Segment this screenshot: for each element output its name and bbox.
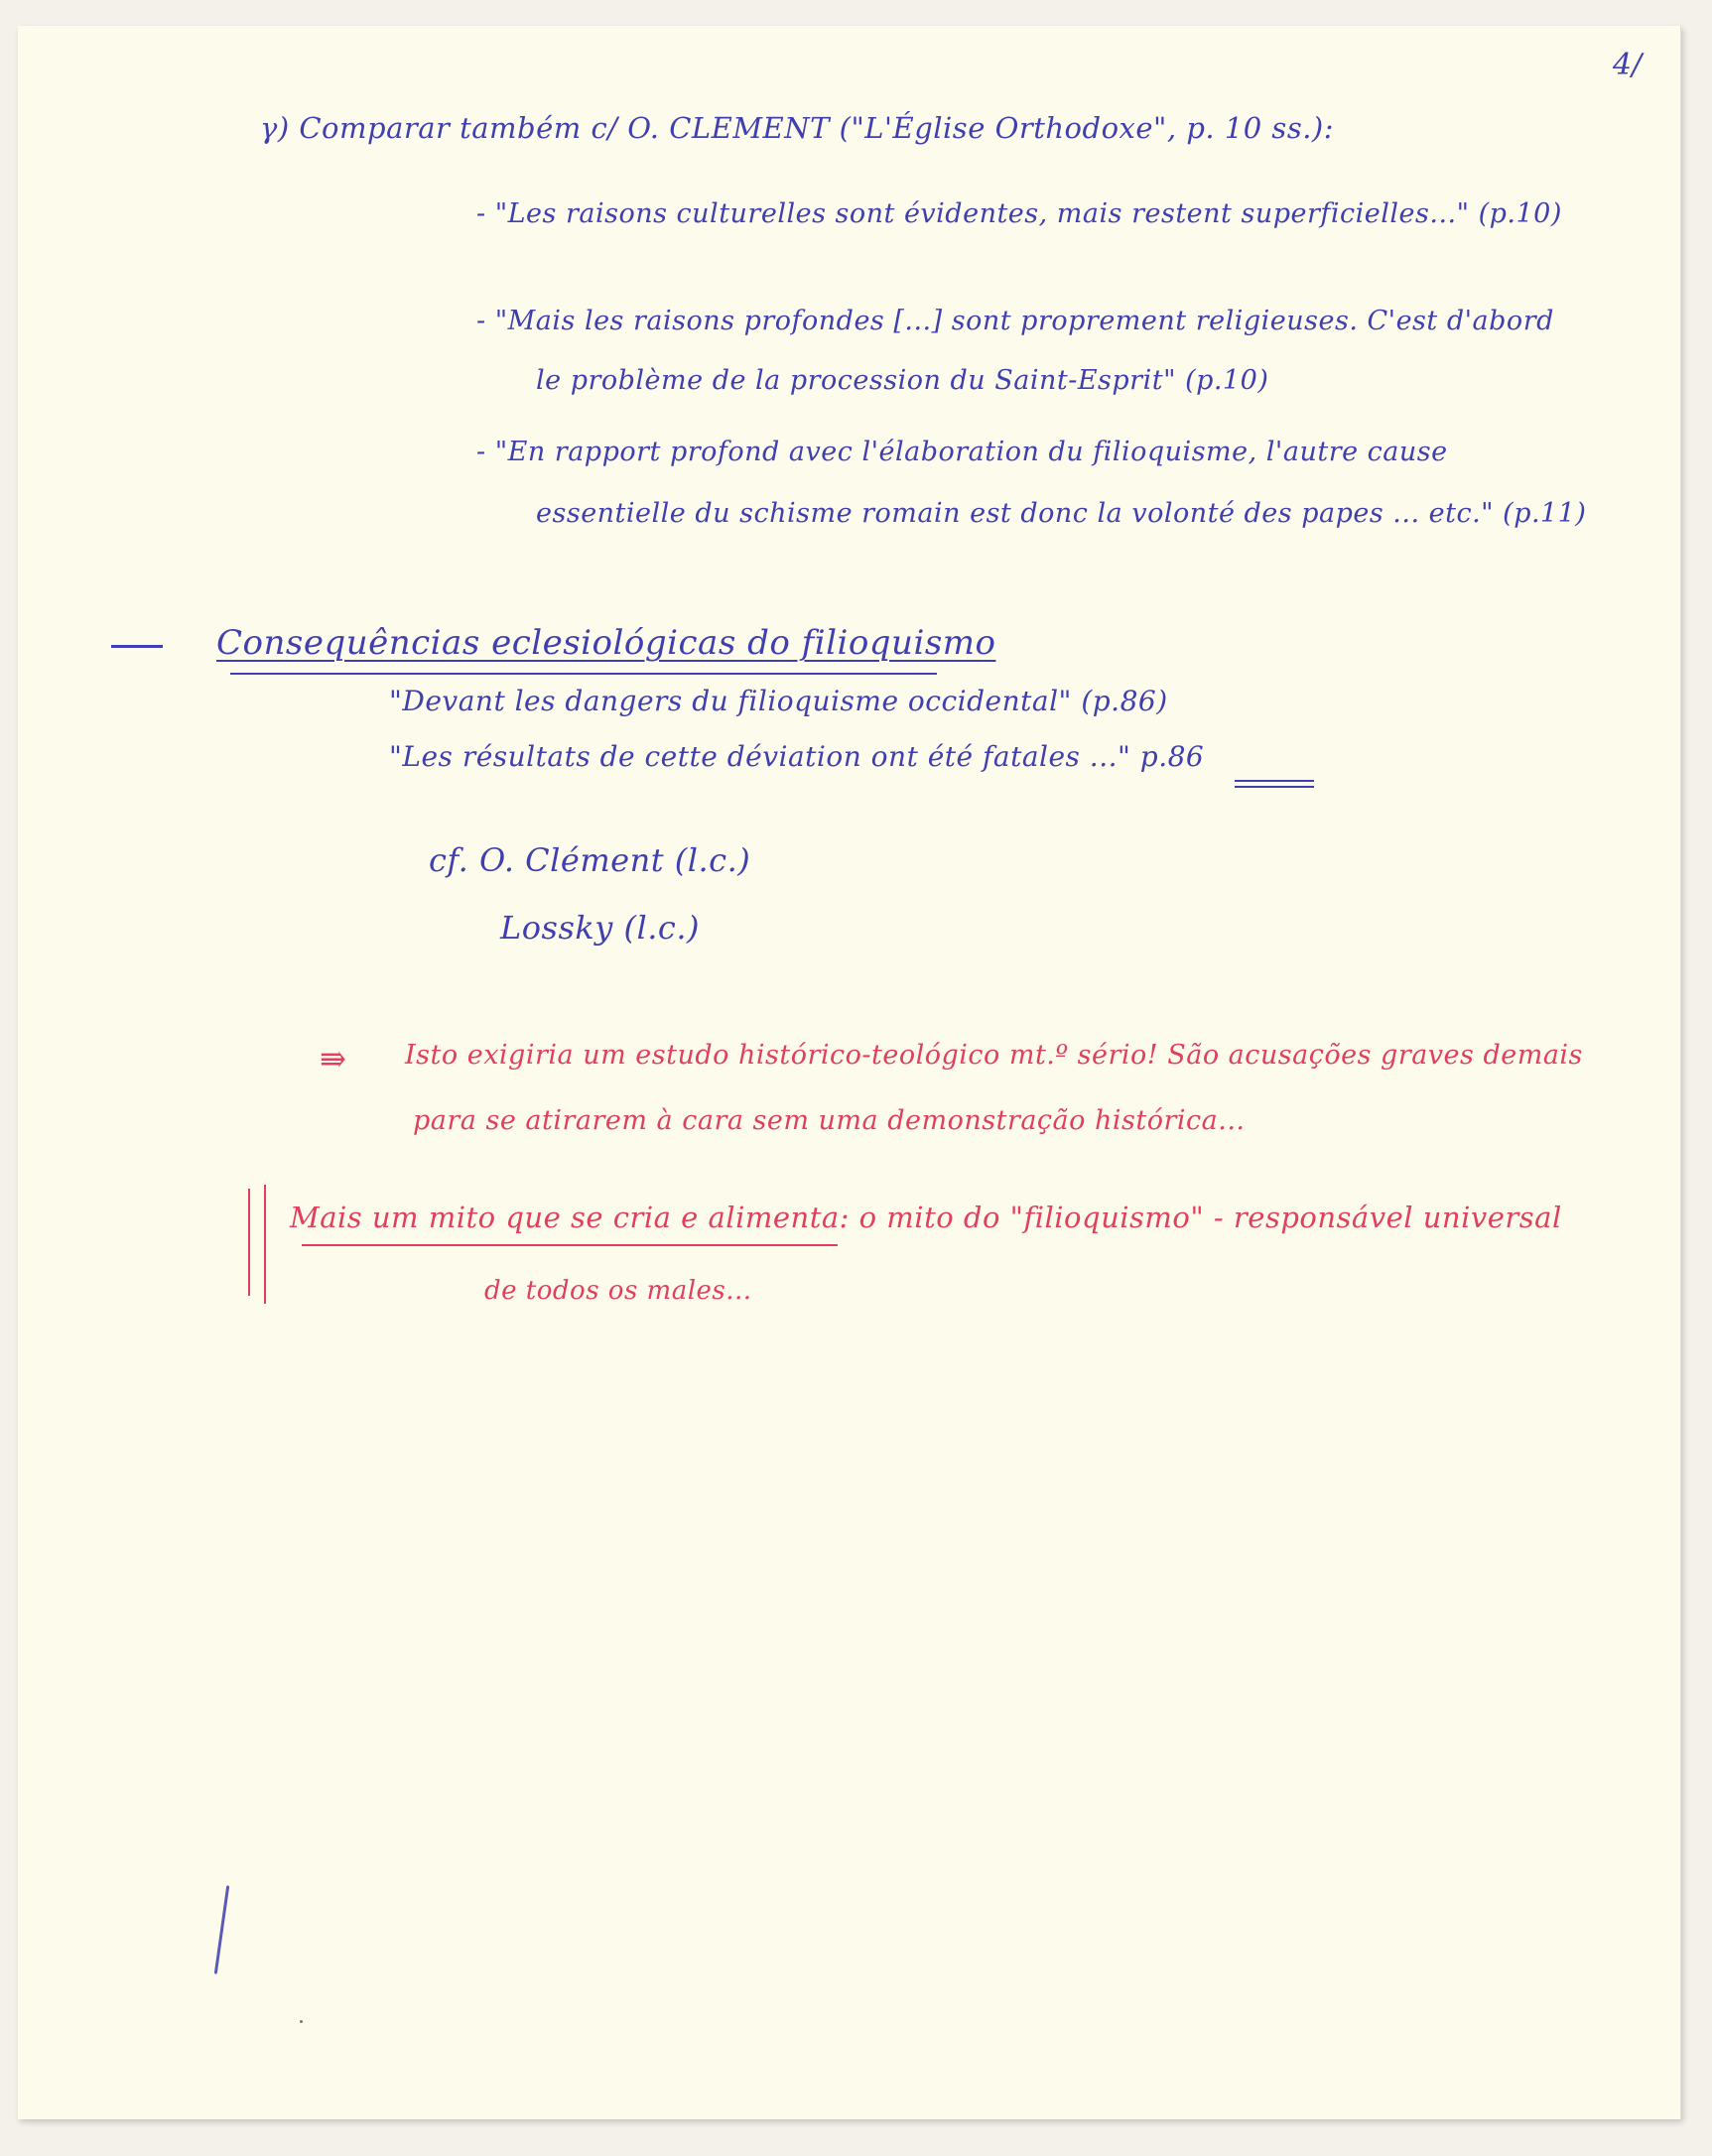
page-ref-underline bbox=[1235, 780, 1314, 782]
double-arrow-icon: ⇛ bbox=[320, 1040, 346, 1078]
gamma-quote-3-line-1: - "En rapport profond avec l'élaboration du filioquisme, l'autre cause bbox=[476, 437, 1448, 467]
red-note-2-line-1: Mais um mito que se cria e alimenta: o mito do "filioquismo" - responsável universal bbox=[290, 1201, 1562, 1234]
red-note-2-underline bbox=[302, 1244, 838, 1246]
page-number: 4/ bbox=[1613, 48, 1643, 82]
gamma-quote-2-line-2: le problème de la procession du Saint-Esprit" (p.10) bbox=[536, 365, 1269, 396]
gamma-quote-2-line-1: - "Mais les raisons profondes [...] sont proprement religieuses. C'est d'abord bbox=[476, 306, 1554, 336]
consequences-quote-1: "Devant les dangers du filioquisme occidental" (p.86) bbox=[389, 685, 1168, 717]
gamma-quote-3-line-2: essentielle du schisme romain est donc la volonté des papes ... etc." (p.11) bbox=[536, 498, 1587, 529]
heading-double-underline bbox=[230, 673, 937, 675]
section-gamma-intro: γ) Comparar também c/ O. CLEMENT ("L'Église Orthodoxe", p. 10 ss.): bbox=[260, 111, 1335, 145]
consequences-quote-2: "Les résultats de cette déviation ont été fatales ..." p.86 bbox=[389, 740, 1205, 773]
margin-bar-right bbox=[264, 1185, 266, 1304]
consequences-heading: Consequências eclesiológicas do filioquismo bbox=[216, 623, 996, 663]
stray-dot bbox=[300, 2020, 303, 2023]
reference-lossky: Lossky (l.c.) bbox=[500, 909, 700, 947]
manuscript-page bbox=[18, 26, 1681, 2119]
margin-bar-left bbox=[248, 1189, 250, 1296]
red-note-2-line-2: de todos os males... bbox=[484, 1276, 752, 1306]
red-note-1-line-1: Isto exigiria um estudo histórico-teológico mt.º sério! São acusações graves demais bbox=[405, 1040, 1583, 1071]
red-note-1-line-2: para se atirarem à cara sem uma demonstração histórica... bbox=[413, 1105, 1246, 1136]
reference-clement: cf. O. Clément (l.c.) bbox=[429, 841, 751, 879]
gamma-quote-1: - "Les raisons culturelles sont évidentes, mais restent superficielles..." (p.10) bbox=[476, 198, 1562, 229]
section-dash bbox=[111, 645, 163, 648]
